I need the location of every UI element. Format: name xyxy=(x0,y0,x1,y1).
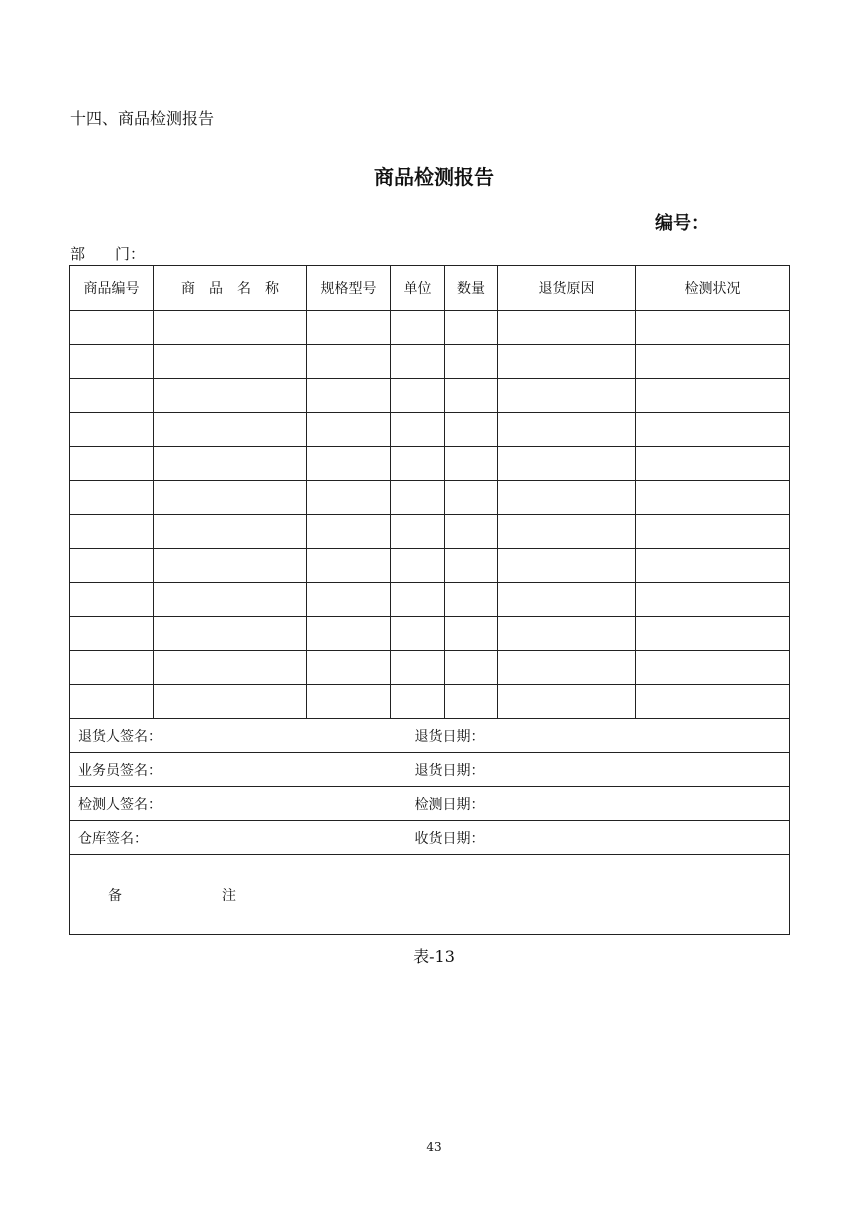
table-cell xyxy=(445,379,498,413)
table-cell xyxy=(445,447,498,481)
table-row xyxy=(70,311,790,345)
table-cell xyxy=(70,651,154,685)
signature-row xyxy=(70,753,790,787)
table-cell xyxy=(445,549,498,583)
salesperson-signature-label: 业务员签名： xyxy=(70,753,407,787)
table-cell xyxy=(154,617,307,651)
warehouse-signature-label: 仓库签名： xyxy=(70,821,407,855)
table-cell xyxy=(391,583,445,617)
table-cell xyxy=(70,685,154,719)
table-cell xyxy=(154,549,307,583)
table-cell xyxy=(498,583,636,617)
receipt-date-label: 收货日期： xyxy=(407,821,790,855)
remark-cell xyxy=(70,855,790,935)
returner-signature-label: 退货人签名： xyxy=(70,719,407,753)
table-row xyxy=(70,447,790,481)
table-cell xyxy=(391,447,445,481)
table-cell xyxy=(154,685,307,719)
table-cell xyxy=(498,549,636,583)
table-row xyxy=(70,481,790,515)
table-cell xyxy=(154,413,307,447)
table-cell xyxy=(154,515,307,549)
table-cell xyxy=(307,345,391,379)
department-label: 部 门： xyxy=(70,245,146,263)
table-cell xyxy=(636,481,790,515)
table-cell xyxy=(498,447,636,481)
table-header-row xyxy=(70,266,790,311)
remark-row xyxy=(70,855,790,935)
table-cell xyxy=(154,583,307,617)
table-cell xyxy=(307,515,391,549)
table-cell xyxy=(307,481,391,515)
inspection-table xyxy=(69,265,790,719)
document-title: 商品检测报告 xyxy=(374,165,494,189)
header-return-reason: 退货原因 xyxy=(498,266,636,311)
table-cell xyxy=(307,549,391,583)
remark-label-part2: 注 xyxy=(222,887,236,904)
table-cell xyxy=(154,447,307,481)
header-inspection-status: 检测状况 xyxy=(636,266,790,311)
table-cell xyxy=(498,515,636,549)
return-date-label: 退货日期： xyxy=(407,719,790,753)
signature-table xyxy=(69,718,790,935)
table-row xyxy=(70,413,790,447)
table-cell xyxy=(498,685,636,719)
table-cell xyxy=(498,617,636,651)
header-product-name: 商 品 名 称 xyxy=(154,266,307,311)
table-cell xyxy=(70,413,154,447)
table-cell xyxy=(636,651,790,685)
table-cell xyxy=(636,345,790,379)
table-row xyxy=(70,379,790,413)
table-cell xyxy=(636,583,790,617)
table-cell xyxy=(70,311,154,345)
table-cell xyxy=(636,311,790,345)
table-cell xyxy=(307,413,391,447)
table-cell xyxy=(391,685,445,719)
signature-row xyxy=(70,787,790,821)
table-cell xyxy=(445,651,498,685)
table-cell xyxy=(391,617,445,651)
table-row xyxy=(70,515,790,549)
table-cell xyxy=(70,345,154,379)
table-row xyxy=(70,685,790,719)
table-cell xyxy=(445,685,498,719)
table-cell xyxy=(391,651,445,685)
table-cell xyxy=(391,345,445,379)
table-caption: 表-13 xyxy=(413,947,455,966)
table-cell xyxy=(391,413,445,447)
table-row xyxy=(70,583,790,617)
table-cell xyxy=(391,549,445,583)
remark-label-part1: 备 xyxy=(108,887,122,904)
table-cell xyxy=(498,379,636,413)
table-cell xyxy=(70,617,154,651)
inspector-signature-label: 检测人签名： xyxy=(70,787,407,821)
table-row xyxy=(70,651,790,685)
table-cell xyxy=(154,311,307,345)
table-cell xyxy=(636,447,790,481)
page-number: 43 xyxy=(426,1140,442,1154)
table-cell xyxy=(391,379,445,413)
table-cell xyxy=(307,379,391,413)
table-cell xyxy=(445,481,498,515)
table-cell xyxy=(70,379,154,413)
signature-row xyxy=(70,821,790,855)
header-quantity: 数量 xyxy=(445,266,498,311)
inspection-date-label: 检测日期： xyxy=(407,787,790,821)
table-cell xyxy=(70,549,154,583)
table-cell xyxy=(636,515,790,549)
table-cell xyxy=(307,651,391,685)
table-cell xyxy=(70,447,154,481)
table-cell xyxy=(154,379,307,413)
table-row xyxy=(70,617,790,651)
table-cell xyxy=(307,583,391,617)
header-unit: 单位 xyxy=(391,266,445,311)
table-cell xyxy=(636,379,790,413)
table-cell xyxy=(445,345,498,379)
signature-row xyxy=(70,719,790,753)
table-cell xyxy=(307,685,391,719)
table-cell xyxy=(445,311,498,345)
table-cell xyxy=(307,311,391,345)
table-cell xyxy=(154,345,307,379)
table-cell xyxy=(636,413,790,447)
table-cell xyxy=(154,481,307,515)
table-cell xyxy=(498,651,636,685)
number-label: 编号： xyxy=(655,213,709,234)
table-cell xyxy=(445,583,498,617)
table-cell xyxy=(498,311,636,345)
table-cell xyxy=(445,515,498,549)
table-cell xyxy=(70,481,154,515)
table-cell xyxy=(154,651,307,685)
table-cell xyxy=(636,549,790,583)
table-cell xyxy=(445,413,498,447)
table-cell xyxy=(636,685,790,719)
table-cell xyxy=(498,345,636,379)
table-cell xyxy=(307,447,391,481)
table-cell xyxy=(391,311,445,345)
table-row xyxy=(70,549,790,583)
table-cell xyxy=(445,617,498,651)
table-cell xyxy=(498,481,636,515)
table-cell xyxy=(636,617,790,651)
header-spec-model: 规格型号 xyxy=(307,266,391,311)
table-cell xyxy=(391,481,445,515)
header-product-code: 商品编号 xyxy=(70,266,154,311)
table-cell xyxy=(391,515,445,549)
section-heading: 十四、商品检测报告 xyxy=(70,109,215,128)
return-date-label: 退货日期： xyxy=(407,753,790,787)
table-row xyxy=(70,345,790,379)
table-cell xyxy=(70,583,154,617)
table-cell xyxy=(70,515,154,549)
table-cell xyxy=(307,617,391,651)
table-cell xyxy=(498,413,636,447)
